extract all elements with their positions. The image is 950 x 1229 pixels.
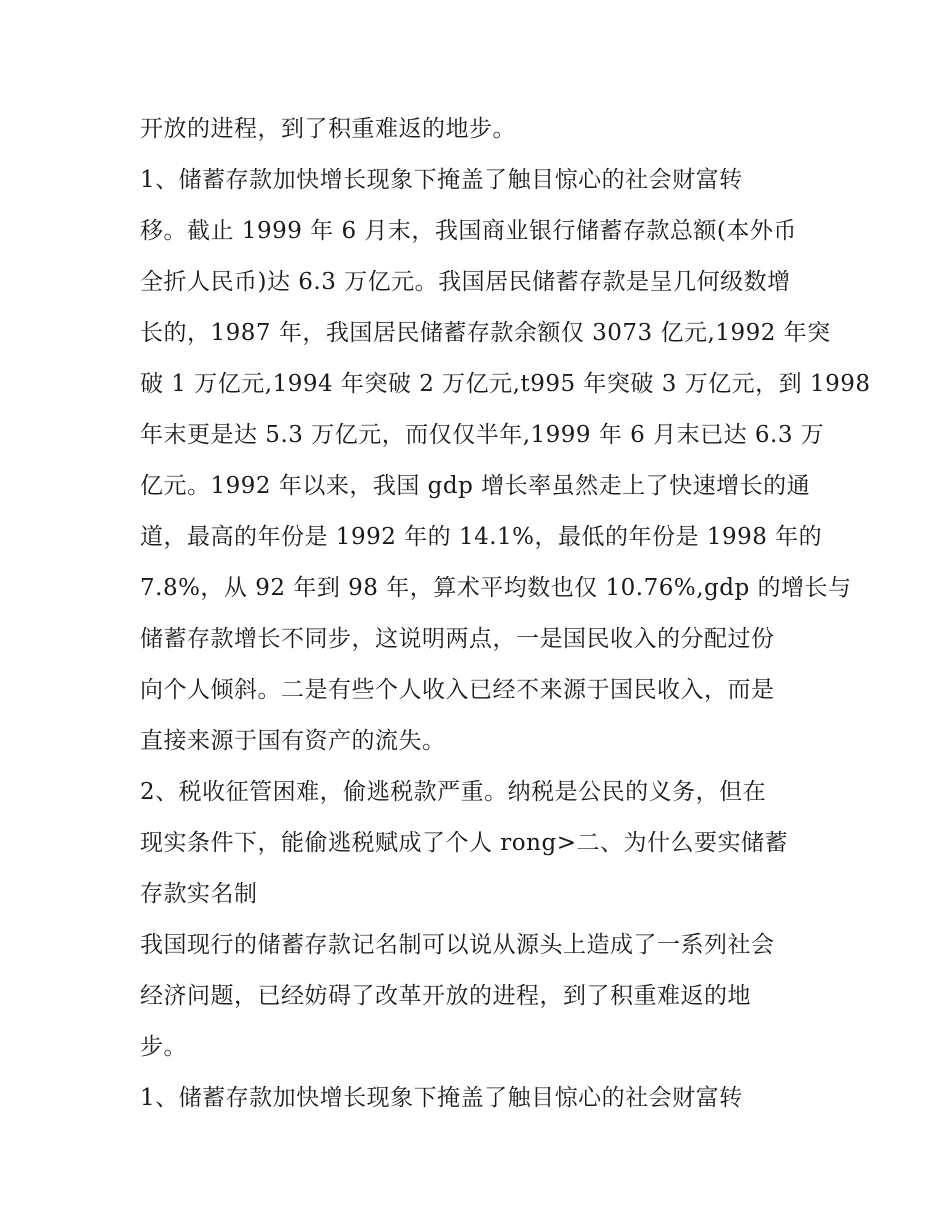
text-line: 1、储蓄存款加快增长现象下掩盖了触目惊心的社会财富转 <box>140 167 743 193</box>
text-line: 我国现行的储蓄存款记名制可以说从源头上造成了一系列社会 <box>140 932 775 958</box>
text-line: 7.8%，从 92 年到 98 年，算术平均数也仅 10.76%,gdp 的增长与 <box>140 575 852 601</box>
text-line: 现实条件下，能偷逃税赋成了个人 rong>二、为什么要实储蓄 <box>140 830 788 856</box>
document-body <box>140 104 871 1124</box>
text-line: 2、税收征管困难，偷逃税款严重。纳税是公民的义务，但在 <box>140 779 767 805</box>
text-line: 长的，1987 年，我国居民储蓄存款余额仅 3073 亿元,1992 年突 <box>140 320 831 346</box>
text-line: 步。 <box>140 1034 187 1060</box>
text-line: 储蓄存款增长不同步，这说明两点，一是国民收入的分配过份 <box>140 626 775 652</box>
text-line: 亿元。1992 年以来，我国 gdp 增长率虽然走上了快速增长的通 <box>140 473 811 499</box>
text-line: 道，最高的年份是 1992 年的 14.1%，最低的年份是 1998 年的 <box>140 524 823 550</box>
text-line: 开放的进程，到了积重难返的地步。 <box>140 116 516 142</box>
text-line: 1、储蓄存款加快增长现象下掩盖了触目惊心的社会财富转 <box>140 1085 743 1111</box>
text-line: 破 1 万亿元,1994 年突破 2 万亿元,t995 年突破 3 万亿元，到 1998 <box>140 371 871 397</box>
text-line: 全折人民币)达 6.3 万亿元。我国居民储蓄存款是呈几何级数增 <box>140 269 791 295</box>
text-line: 直接来源于国有资产的流失。 <box>140 728 446 754</box>
text-line: 存款实名制 <box>140 881 258 907</box>
text-line: 移。截止 1999 年 6 月末，我国商业银行储蓄存款总额(本外币 <box>140 218 797 244</box>
text-line: 经济问题，已经妨碍了改革开放的进程，到了积重难返的地 <box>140 983 751 1009</box>
text-line: 年末更是达 5.3 万亿元，而仅仅半年,1999 年 6 月末已达 6.3 万 <box>140 422 825 448</box>
text-line: 向个人倾斜。二是有些个人收入已经不来源于国民收入，而是 <box>140 677 775 703</box>
